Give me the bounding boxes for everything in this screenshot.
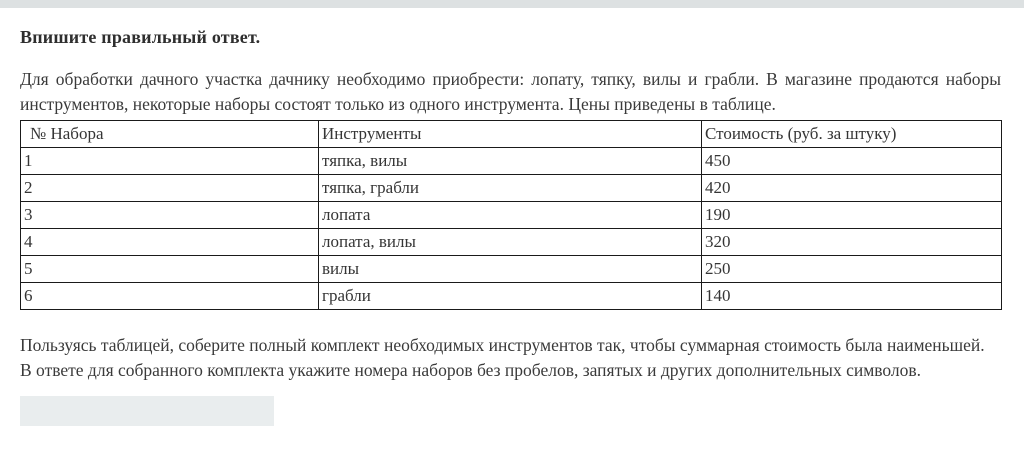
- cell-tools: лопата, вилы: [319, 229, 702, 256]
- cell-set-number: 4: [21, 229, 319, 256]
- cell-price: 190: [702, 202, 1002, 229]
- cell-set-number: 5: [21, 256, 319, 283]
- table-row: [21, 229, 1002, 256]
- cell-set-number: 2: [21, 175, 319, 202]
- cell-set-number: 3: [21, 202, 319, 229]
- cell-set-number: 6: [21, 283, 319, 310]
- table-row: [21, 256, 1002, 283]
- answer-format-note: В ответе для собранного комплекта укажите номера наборов без пробелов, запятых и других дополнительных символов.: [20, 360, 922, 380]
- column-header-price: Стоимость (руб. за штуку): [702, 121, 1002, 148]
- question-area: [20, 27, 1001, 426]
- cell-tools: грабли: [319, 283, 702, 310]
- cell-price: 320: [702, 229, 1002, 256]
- cell-price: 420: [702, 175, 1002, 202]
- table-row: [21, 202, 1002, 229]
- answer-input[interactable]: [20, 396, 274, 426]
- table-row: [21, 175, 1002, 202]
- table-row: [21, 283, 1002, 310]
- problem-statement: Для обработки дачного участка дачнику необходимо приобрести: лопату, тяпку, вилы и грабли. В магазине продаются наборы инструментов, некоторые наборы состоят только из одного инструмента. Цены приведены в таблице.: [20, 69, 1001, 114]
- cell-price: 250: [702, 256, 1002, 283]
- task-instruction: Пользуясь таблицей, соберите полный комплект необходимых инструментов так, чтобы суммарная стоимость была наименьшей.: [20, 335, 985, 355]
- column-header-set-number: № Набора: [21, 121, 319, 148]
- cell-price: 450: [702, 148, 1002, 175]
- cell-tools: тяпка, грабли: [319, 175, 702, 202]
- cell-tools: лопата: [319, 202, 702, 229]
- cell-price: 140: [702, 283, 1002, 310]
- top-bar: [0, 0, 1024, 8]
- question-prompt: Впишите правильный ответ.: [20, 27, 261, 47]
- cell-set-number: 1: [21, 148, 319, 175]
- column-header-tools: Инструменты: [319, 121, 702, 148]
- table-header-row: [21, 121, 1002, 148]
- price-table: [20, 120, 1002, 310]
- cell-tools: вилы: [319, 256, 702, 283]
- cell-tools: тяпка, вилы: [319, 148, 702, 175]
- table-row: [21, 148, 1002, 175]
